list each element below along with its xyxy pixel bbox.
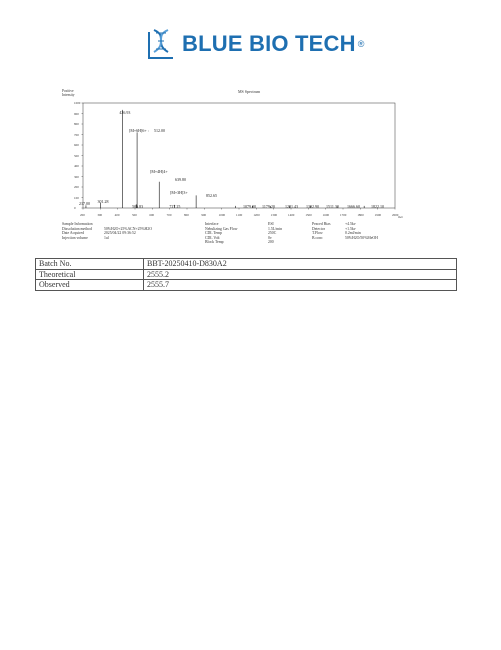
sample-info-col1-values xyxy=(104,222,152,240)
x-tick-label: 1200 xyxy=(253,212,260,217)
peak-label: [M+3H]3+ xyxy=(170,190,188,195)
info-label-0: Peaced Bias xyxy=(312,222,331,226)
sample-info-col3-values xyxy=(345,222,378,240)
x-tick-label: 800 xyxy=(184,212,189,217)
spectrum-title: MS Spectrum xyxy=(238,89,261,94)
info-value-0: ESI xyxy=(268,222,274,226)
info-label-3: B.conc xyxy=(312,235,323,240)
peak-label: 1511.30 xyxy=(326,203,339,209)
y-title-line-2: Intensity xyxy=(62,93,75,97)
y-tick-label: 900 xyxy=(74,111,79,116)
peak-label: 1392.90 xyxy=(306,203,319,209)
y-tick-label: 500 xyxy=(74,153,79,158)
peak-label: [M+6H]6+ : xyxy=(129,127,149,133)
info-value-3: 0v xyxy=(268,235,272,240)
theoretical-value: 2555.2 xyxy=(144,269,457,280)
registered-mark: ® xyxy=(357,39,365,49)
y-tick-label: 400 xyxy=(74,164,79,168)
info-label-0: Sample Information xyxy=(62,222,93,226)
theoretical-label: Theoretical xyxy=(36,269,144,280)
info-value-4: 200 xyxy=(268,240,274,245)
y-tick-label: 600 xyxy=(74,143,79,147)
info-label-2: CDL Temp xyxy=(205,231,222,236)
x-tick-label: 1100 xyxy=(236,212,243,217)
peak-label: 1079.00 xyxy=(243,203,256,209)
peak-label: 639.80 xyxy=(175,176,186,182)
batch-value: BBT-20250410-D830A2 xyxy=(144,259,457,270)
x-tick-label: 1800 xyxy=(357,212,364,217)
x-tick-label: 300 xyxy=(97,212,103,217)
y-tick-label: 200 xyxy=(74,185,79,189)
info-value-2: 250C xyxy=(268,231,277,236)
info-label-0: Interface xyxy=(205,222,219,226)
info-value-2: 2025/04/22 09:36:52 xyxy=(104,231,136,236)
info-value-1: 1.5L/min xyxy=(268,226,283,231)
y-tick-label: 0 xyxy=(74,206,76,210)
info-label-2: T.Flow xyxy=(312,231,323,236)
peak-label: 1179.20 xyxy=(262,203,275,209)
x-tick-label: 400 xyxy=(114,212,120,217)
x-tick-label: 1400 xyxy=(288,212,295,217)
peak-label: 426.93 xyxy=(119,110,131,115)
peak-label: [M+4H]4+ xyxy=(150,168,168,174)
x-tick-label: 600 xyxy=(149,212,155,217)
info-label-1: Nebulizing Gas Flow xyxy=(205,226,238,231)
x-tick-label: 700 xyxy=(166,212,172,217)
y-tick-label: 100 xyxy=(74,195,79,200)
table-row xyxy=(36,280,457,291)
peak-label: 506.83 xyxy=(132,204,144,209)
batch-table xyxy=(35,258,457,291)
info-value-3: 1ul xyxy=(104,235,109,240)
table-row xyxy=(36,269,457,280)
x-axis-unit: m/z xyxy=(398,215,403,219)
peak-label: 1281.43 xyxy=(285,203,298,209)
info-value-1: 50%H2O+25%ACN+25%H2O xyxy=(104,226,152,231)
info-value-3: 50%H2O/50%MeOH xyxy=(345,235,378,240)
x-tick-label: 1500 xyxy=(305,212,312,217)
x-tick-label: 2000 xyxy=(392,212,399,217)
x-tick-label: 1700 xyxy=(340,212,347,217)
peak-label: 217.00 xyxy=(78,201,90,206)
y-tick-label: 1000 xyxy=(74,101,81,105)
peak-label: 301.28 xyxy=(97,199,109,204)
y-title-line-1: Positive xyxy=(62,89,74,93)
table-row xyxy=(36,259,457,270)
peak-label: 1666.60 xyxy=(347,203,360,209)
sample-info-col2-values xyxy=(268,222,282,245)
peak-label: 1822.10 xyxy=(371,203,384,209)
observed-label: Observed xyxy=(36,280,144,291)
x-tick-label: 1300 xyxy=(270,212,278,217)
x-tick-label: 200 xyxy=(80,212,85,217)
info-value-1: +1.5kv xyxy=(345,226,356,231)
x-tick-label: 1600 xyxy=(322,212,330,217)
info-value-0: +4.5kv xyxy=(345,222,356,226)
info-label-3: CDL Volt xyxy=(205,235,220,240)
info-value-2: 0.2ml/min xyxy=(345,231,361,236)
info-label-1: Detector xyxy=(312,226,326,231)
brand-name: BLUE BIO TECH xyxy=(182,31,356,56)
info-label-3: Injection volume xyxy=(62,235,88,240)
sample-info-col1-labels xyxy=(62,222,92,240)
x-tick-label: 500 xyxy=(132,212,137,217)
x-tick-label: 1000 xyxy=(218,212,226,217)
sample-info-col3-labels xyxy=(312,222,330,240)
plot-frame xyxy=(83,103,395,208)
observed-value: 2555.7 xyxy=(144,280,457,291)
peak-label: 727.25 xyxy=(169,204,181,209)
info-label-1: Dissolution method xyxy=(62,226,92,231)
y-tick-label: 800 xyxy=(74,122,79,126)
x-tick-label: 1900 xyxy=(374,212,382,217)
sample-info-col2-labels xyxy=(205,222,237,245)
x-tick-label: 900 xyxy=(201,212,207,217)
y-tick-label: 300 xyxy=(74,174,79,179)
peak-label: 512.00 xyxy=(154,127,165,133)
info-label-2: Date Acquired xyxy=(62,231,85,236)
y-tick-label: 700 xyxy=(74,132,79,137)
batch-label: Batch No. xyxy=(36,259,144,270)
info-label-4: Block Temp xyxy=(205,240,224,245)
peak-label: 852.65 xyxy=(206,193,217,198)
